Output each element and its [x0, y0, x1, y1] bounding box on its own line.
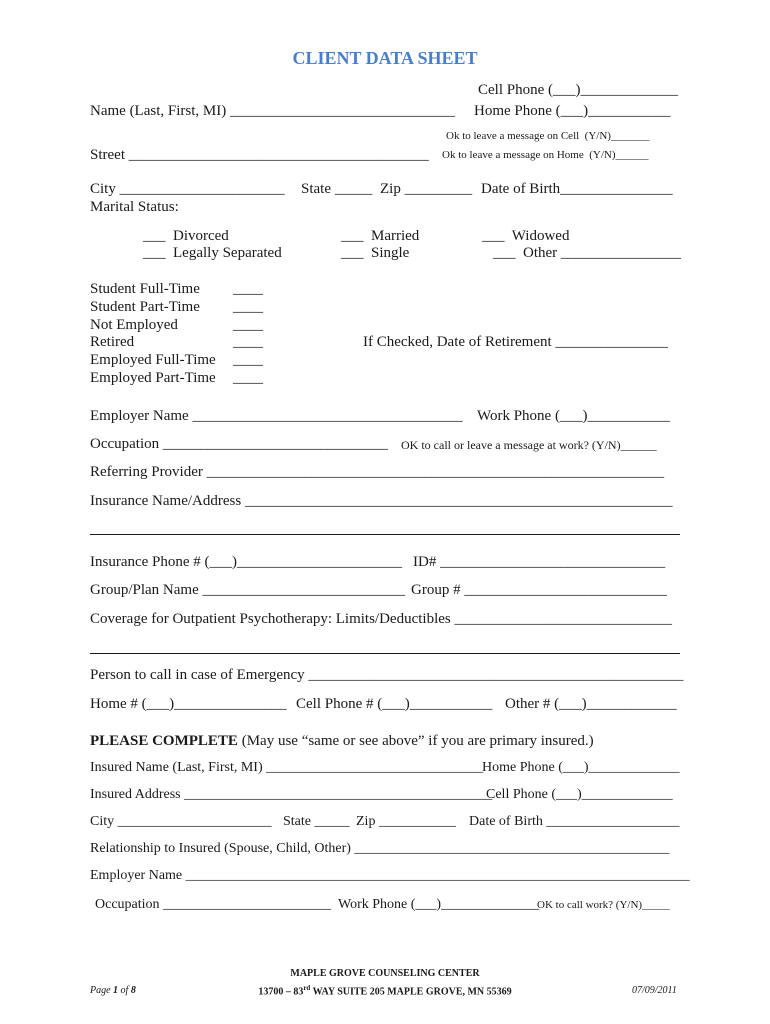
employment-checkbox[interactable]: ____ — [233, 352, 263, 368]
revision-date: 07/09/2011 — [632, 985, 677, 996]
insured-heading-note: (May use “same or see above” if you are primary insured.) — [237, 733, 594, 749]
page-number — [90, 986, 136, 996]
employment-label: Student Full-Time — [90, 281, 200, 297]
client-name-field[interactable]: Name (Last, First, MI) ______________________________ — [90, 103, 455, 119]
page-current: 1 — [113, 985, 119, 996]
address-remainder: WAY SUITE 205 MAPLE GROVE, MN 55369 — [310, 986, 512, 998]
coverage-field[interactable]: Coverage for Outpatient Psychotherapy: Limits/Deductibles _____________________________ — [90, 611, 672, 627]
please-complete-label: PLEASE COMPLETE — [90, 733, 238, 749]
insurance-name-address-field[interactable]: Insurance Name/Address _________________________________________________________ — [90, 493, 673, 509]
employment-label: Student Part-Time — [90, 299, 200, 315]
insured-name-field[interactable]: Insured Name (Last, First, MI) _______________________________ — [90, 760, 484, 775]
marital-legally-separated-option[interactable]: ___ Legally Separated — [143, 245, 282, 261]
employment-checkbox[interactable]: ____ — [233, 281, 263, 297]
employment-label: Not Employed — [90, 317, 178, 333]
work-phone-field[interactable]: Work Phone (___)___________ — [477, 408, 670, 424]
employment-checkbox[interactable]: ____ — [233, 299, 263, 315]
home-phone-field[interactable]: Home Phone (___)___________ — [474, 103, 671, 119]
employment-checkbox[interactable]: ____ — [233, 317, 263, 333]
employment-checkbox[interactable]: ____ — [233, 334, 263, 350]
marital-single-option[interactable]: ___ Single — [341, 245, 410, 261]
marital-widowed-option[interactable]: ___ Widowed — [482, 228, 570, 244]
group-plan-name-field[interactable]: Group/Plan Name ___________________________ — [90, 582, 405, 598]
insured-section-heading — [90, 734, 594, 749]
insured-employer-name-field[interactable]: Employer Name ________________________________________________________________________ — [90, 868, 690, 883]
insured-work-phone-field[interactable]: Work Phone (___)______________ — [338, 897, 540, 912]
city-field[interactable]: City ______________________ — [90, 181, 285, 197]
insurance-phone-field[interactable]: Insurance Phone # (___)______________________ — [90, 554, 403, 570]
insurance-address-line[interactable] — [90, 534, 680, 535]
page-total: 8 — [130, 985, 136, 996]
ok-message-cell-field[interactable]: Ok to leave a message on Cell (Y/N)_______ — [446, 130, 650, 142]
emergency-contact-field[interactable]: Person to call in case of Emergency __________________________________________________ — [90, 667, 684, 683]
retirement-date-field[interactable]: If Checked, Date of Retirement _______________ — [363, 334, 668, 350]
page-title: CLIENT DATA SHEET — [292, 48, 478, 68]
employer-name-field[interactable]: Employer Name ____________________________________ — [90, 408, 463, 424]
emergency-cell-phone-field[interactable]: Cell Phone # (___)___________ — [296, 696, 493, 712]
employment-label: Employed Full-Time — [90, 352, 216, 368]
insured-home-phone-field[interactable]: Home Phone (___)_____________ — [482, 760, 680, 775]
marital-married-option[interactable]: ___ Married — [341, 228, 420, 244]
insured-zip-field[interactable]: Zip ___________ — [356, 814, 456, 829]
page-prefix: Page — [90, 985, 114, 996]
ok-message-home-field[interactable]: Ok to leave a message on Home (Y/N)______ — [442, 149, 649, 161]
state-field[interactable]: State _____ — [301, 181, 373, 197]
date-of-birth-field[interactable]: Date of Birth_______________ — [481, 181, 673, 197]
emergency-home-phone-field[interactable]: Home # (___)_______________ — [90, 696, 287, 712]
insured-ok-call-work-field[interactable]: OK to call work? (Y/N)_____ — [537, 899, 670, 911]
group-number-field[interactable]: Group # ___________________________ — [411, 582, 667, 598]
address-ordinal-suffix: rd — [303, 984, 311, 992]
employment-label: Retired — [90, 334, 135, 350]
marital-status-label: Marital Status: — [90, 199, 179, 215]
address-street-number: 13700 – 83 — [258, 986, 304, 998]
marital-other-option[interactable]: ___ Other ________________ — [493, 245, 681, 261]
zip-field[interactable]: Zip _________ — [380, 181, 473, 197]
insured-address-field[interactable]: Insured Address ____________________________________________ — [90, 787, 493, 802]
insurance-id-field[interactable]: ID# ______________________________ — [413, 554, 666, 570]
insured-occupation-field[interactable]: Occupation ________________________ — [95, 897, 332, 912]
insured-state-field[interactable]: State _____ — [283, 814, 350, 829]
ok-call-work-field[interactable]: OK to call or leave a message at work? (Y/N)______ — [401, 438, 657, 452]
insured-city-field[interactable]: City ______________________ — [90, 814, 272, 829]
marital-divorced-option[interactable]: ___ Divorced — [143, 228, 229, 244]
employment-label: Employed Part-Time — [90, 370, 216, 386]
page-of: of — [118, 985, 131, 996]
relationship-to-insured-field[interactable]: Relationship to Insured (Spouse, Child, Other) _____________________________________________ — [90, 841, 670, 856]
street-field[interactable]: Street ________________________________________ — [90, 147, 429, 163]
occupation-field[interactable]: Occupation ______________________________ — [90, 436, 388, 452]
cell-phone-field[interactable]: Cell Phone (___)_____________ — [478, 82, 678, 98]
insured-cell-phone-field[interactable]: Cell Phone (___)_____________ — [486, 787, 673, 802]
coverage-line[interactable] — [90, 653, 680, 654]
emergency-other-phone-field[interactable]: Other # (___)____________ — [505, 696, 677, 712]
employment-checkbox[interactable]: ____ — [233, 370, 263, 386]
organization-name: MAPLE GROVE COUNSELING CENTER — [290, 968, 480, 979]
referring-provider-field[interactable]: Referring Provider _____________________________________________________________ — [90, 464, 665, 480]
insured-date-of-birth-field[interactable]: Date of Birth ___________________ — [469, 814, 680, 829]
